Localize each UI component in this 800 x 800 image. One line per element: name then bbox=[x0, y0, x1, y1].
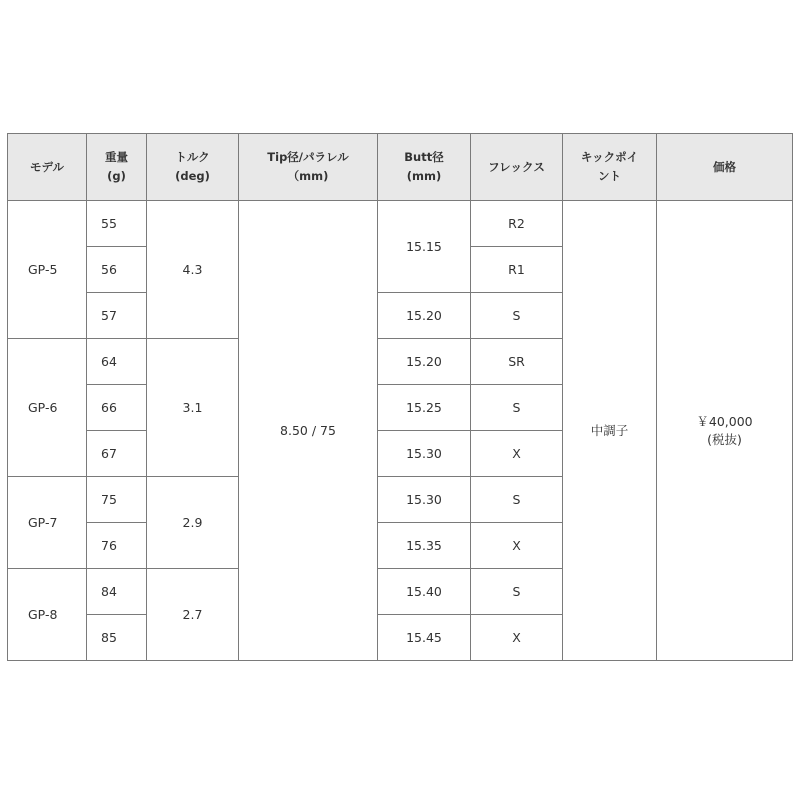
model-cell: GP-6 bbox=[8, 339, 87, 477]
butt-cell: 15.15 bbox=[378, 201, 471, 293]
butt-cell: 15.30 bbox=[378, 477, 471, 523]
kick-point-cell: 中調子 bbox=[563, 201, 657, 661]
butt-cell: 15.30 bbox=[378, 431, 471, 477]
flex-cell: S bbox=[471, 477, 563, 523]
butt-cell: 15.20 bbox=[378, 339, 471, 385]
torque-cell: 3.1 bbox=[147, 339, 239, 477]
header-tip: Tip径/パラレル （mm) bbox=[239, 134, 378, 201]
weight-cell: 57 bbox=[87, 293, 147, 339]
flex-cell: X bbox=[471, 523, 563, 569]
butt-cell: 15.45 bbox=[378, 615, 471, 661]
flex-cell: S bbox=[471, 293, 563, 339]
shaft-spec-table bbox=[7, 133, 793, 661]
weight-cell: 56 bbox=[87, 247, 147, 293]
flex-cell: S bbox=[471, 569, 563, 615]
header-weight: 重量 (g) bbox=[87, 134, 147, 201]
header-model: モデル bbox=[8, 134, 87, 201]
flex-cell: SR bbox=[471, 339, 563, 385]
header-butt: Butt径 (mm) bbox=[378, 134, 471, 201]
weight-cell: 67 bbox=[87, 431, 147, 477]
flex-cell: R2 bbox=[471, 201, 563, 247]
tip-cell: 8.50 / 75 bbox=[239, 201, 378, 661]
weight-cell: 75 bbox=[87, 477, 147, 523]
model-cell: GP-5 bbox=[8, 201, 87, 339]
weight-cell: 84 bbox=[87, 569, 147, 615]
weight-cell: 85 bbox=[87, 615, 147, 661]
flex-cell: S bbox=[471, 385, 563, 431]
header-row bbox=[8, 134, 793, 201]
butt-cell: 15.20 bbox=[378, 293, 471, 339]
table-row bbox=[8, 201, 793, 247]
butt-cell: 15.40 bbox=[378, 569, 471, 615]
flex-cell: X bbox=[471, 615, 563, 661]
weight-cell: 64 bbox=[87, 339, 147, 385]
weight-cell: 55 bbox=[87, 201, 147, 247]
torque-cell: 2.9 bbox=[147, 477, 239, 569]
price-cell: ￥40,000 (税抜) bbox=[657, 201, 793, 661]
header-price: 価格 bbox=[657, 134, 793, 201]
weight-cell: 66 bbox=[87, 385, 147, 431]
butt-cell: 15.35 bbox=[378, 523, 471, 569]
header-flex: フレックス bbox=[471, 134, 563, 201]
header-torque: トルク (deg) bbox=[147, 134, 239, 201]
weight-cell: 76 bbox=[87, 523, 147, 569]
flex-cell: R1 bbox=[471, 247, 563, 293]
model-cell: GP-8 bbox=[8, 569, 87, 661]
torque-cell: 4.3 bbox=[147, 201, 239, 339]
butt-cell: 15.25 bbox=[378, 385, 471, 431]
header-kick-point: キックポイ ント bbox=[563, 134, 657, 201]
torque-cell: 2.7 bbox=[147, 569, 239, 661]
flex-cell: X bbox=[471, 431, 563, 477]
model-cell: GP-7 bbox=[8, 477, 87, 569]
